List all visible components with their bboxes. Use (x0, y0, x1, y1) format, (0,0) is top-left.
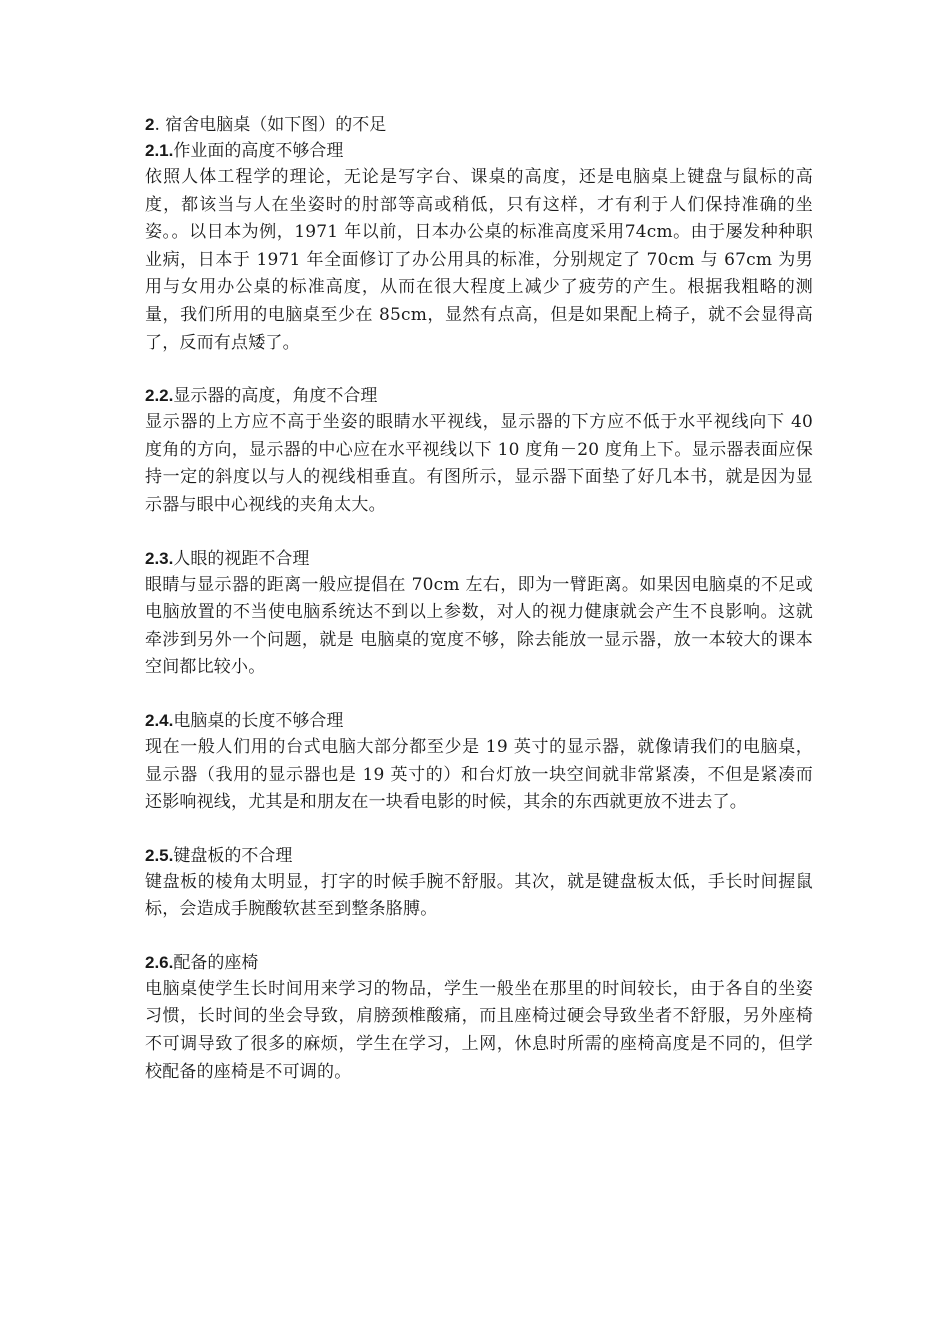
section-2-1 (145, 138, 813, 357)
section-body: 眼睛与显示器的距离一般应提倡在 70cm 左右，即为一臂距离。如果因电脑桌的不足或电脑放置的不当使电脑系统达不到以上参数，对人的视力健康就会产生不良影响。这就牵涉到另外一个问题，就是 电脑桌的宽度不够，除去能放一显示器，放一本较大的课本空间都比较小。 (145, 574, 813, 678)
section-heading (145, 383, 813, 409)
section-heading (145, 843, 813, 869)
section-heading (145, 950, 813, 976)
section-2-4 (145, 708, 813, 817)
section-body: 现在一般人们用的台式电脑大部分都至少是 19 英寸的显示器，就像请我们的电脑桌，显示器（我用的显示器也是 19 英寸的）和台灯放一块空间就非常紧凑，不但是紧凑而还影响视线，尤其是和朋友在一块看电影的时候，其余的东西就更放不进去了。 (145, 736, 813, 813)
section-number: 2.4. (145, 710, 174, 730)
document-page (145, 112, 813, 1112)
section-body: 显示器的上方应不高于坐姿的眼睛水平视线，显示器的下方应不低于水平视线向下 40 度角的方向，显示器的中心应在水平视线以下 10 度角－20 度角上下。显示器表面应保持一定的斜度以与人的视线相垂直。有图所示，显示器下面垫了好几本书，就是因为显示器与眼中心视线的夹角太大。 (145, 412, 813, 515)
document-title-number: 2 (145, 115, 155, 134)
section-heading (145, 138, 813, 164)
section-2-5 (145, 843, 813, 924)
document-title-text: . 宿舍电脑桌（如下图）的不足 (154, 115, 387, 135)
section-heading-text: 人眼的视距不合理 (173, 548, 310, 569)
section-heading-text: 作业面的高度不够合理 (173, 141, 344, 161)
section-heading-text: 键盘板的不合理 (173, 845, 293, 866)
section-number: 2.1. (145, 141, 174, 160)
section-number: 2.6. (145, 952, 174, 972)
section-heading (145, 708, 813, 734)
section-heading-text: 配备的座椅 (173, 952, 259, 973)
section-2-6 (145, 950, 813, 1086)
section-heading (145, 546, 813, 572)
section-body: 依照人体工程学的理论，无论是写字台、课桌的高度，还是电脑桌上键盘与鼠标的高度，都该当与人在坐姿时的肘部等高或稍低，只有这样，才有利于人们保持准确的坐姿。。以日本为例，1971 年以前，日本办公桌的标准高度采用74cm。由于屡发种种职业病，日本于 1971 年全面修订了办公用具的标准，分别规定了 70cm 与 67cm 为男用与女用办公桌的标准高度，从而在很大程度上减少了疲劳的产生。根据我粗略的测量，我们所用的电脑桌至少在 85cm，显然有点高，但是如果配上椅子，就不会显得高了，反而有点矮了。 (145, 167, 813, 353)
section-number: 2.2. (145, 386, 174, 406)
section-number: 2.3. (145, 548, 174, 568)
section-2-3 (145, 546, 813, 682)
section-body: 电脑桌使学生长时间用来学习的物品，学生一般坐在那里的时间较长，由于各自的坐姿习惯，长时间的坐会导致，肩膀颈椎酸痛，而且座椅过硬会导致坐者不舒服，另外座椅不可调导致了很多的麻烦，学生在学习，上网，休息时所需的座椅高度是不同的，但学校配备的座椅是不可调的。 (145, 978, 813, 1082)
section-2-2 (145, 383, 813, 519)
document-title (145, 112, 813, 138)
section-heading-text: 显示器的高度，角度不合理 (173, 386, 378, 407)
section-number: 2.5. (145, 845, 174, 865)
section-heading-text: 电脑桌的长度不够合理 (173, 710, 344, 731)
section-body: 键盘板的棱角太明显，打字的时候手腕不舒服。其次，就是键盘板太低，手长时间握鼠标，会造成手腕酸软甚至到整条胳膊。 (145, 871, 813, 920)
